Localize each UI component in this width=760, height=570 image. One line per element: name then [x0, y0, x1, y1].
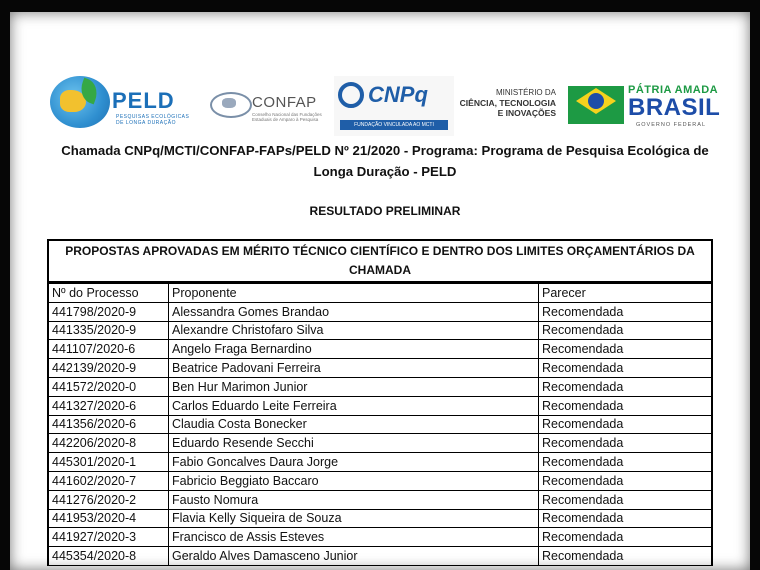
cell-parecer: Recomendada [539, 490, 712, 509]
cell-processo: 441335/2020-9 [49, 321, 169, 340]
cnpq-ring-icon [338, 82, 364, 108]
table-row [49, 471, 711, 490]
call-title [50, 140, 720, 182]
table-row [49, 490, 711, 509]
cell-proponente: Angelo Fraga Bernardino [169, 340, 539, 359]
cell-proponente: Flavia Kelly Siqueira de Souza [169, 509, 539, 528]
column-header-proponente: Proponente [169, 284, 539, 303]
ministry-logo: MINISTÉRIO DA CIÊNCIA, TECNOLOGIA E INOVAÇÕES [459, 88, 556, 118]
cell-proponente: Claudia Costa Bonecker [169, 415, 539, 434]
table-row [49, 302, 711, 321]
cell-processo: 442139/2020-9 [49, 359, 169, 378]
table-row [49, 359, 711, 378]
peld-logo: PELD PESQUISAS ECOLÓGICAS DE LONGA DURAÇÃO [50, 74, 190, 138]
table-row [49, 415, 711, 434]
results-table-box [47, 239, 713, 566]
cell-proponente: Fausto Nomura [169, 490, 539, 509]
table-row [49, 396, 711, 415]
call-title-line2: Longa Duração - PELD [313, 164, 457, 179]
cell-processo: 441572/2020-0 [49, 377, 169, 396]
cell-parecer: Recomendada [539, 321, 712, 340]
cell-parecer: Recomendada [539, 453, 712, 472]
cell-parecer: Recomendada [539, 434, 712, 453]
cell-proponente: Fabricio Beggiato Baccaro [169, 471, 539, 490]
cell-processo: 441356/2020-6 [49, 415, 169, 434]
table-row [49, 340, 711, 359]
cell-proponente: Beatrice Padovani Ferreira [169, 359, 539, 378]
cell-parecer: Recomendada [539, 396, 712, 415]
cell-processo: 445301/2020-1 [49, 453, 169, 472]
column-header-processo: Nº do Processo [49, 284, 169, 303]
cell-parecer: Recomendada [539, 359, 712, 378]
cell-parecer: Recomendada [539, 471, 712, 490]
logo-bar [50, 74, 720, 138]
cell-processo: 445354/2020-8 [49, 547, 169, 566]
table-row [49, 528, 711, 547]
table-row [49, 453, 711, 472]
result-title: RESULTADO PRELIMINAR [309, 204, 461, 218]
table-row [49, 321, 711, 340]
cell-processo: 441798/2020-9 [49, 302, 169, 321]
table-row [49, 547, 711, 566]
table-row [49, 509, 711, 528]
cell-proponente: Fabio Goncalves Daura Jorge [169, 453, 539, 472]
cnpq-logo: CNPq FUNDAÇÃO VINCULADA AO MCTI [334, 76, 454, 136]
table-header-row [49, 284, 711, 303]
confap-mark-icon [210, 92, 252, 118]
cell-parecer: Recomendada [539, 377, 712, 396]
cell-proponente: Geraldo Alves Damasceno Junior [169, 547, 539, 566]
cell-parecer: Recomendada [539, 509, 712, 528]
cell-proponente: Alexandre Christofaro Silva [169, 321, 539, 340]
table-row [49, 434, 711, 453]
cell-parecer: Recomendada [539, 547, 712, 566]
cell-proponente: Carlos Eduardo Leite Ferreira [169, 396, 539, 415]
cell-processo: 441276/2020-2 [49, 490, 169, 509]
cell-proponente: Francisco de Assis Esteves [169, 528, 539, 547]
cell-processo: 441927/2020-3 [49, 528, 169, 547]
cell-processo: 441327/2020-6 [49, 396, 169, 415]
table-heading: PROPOSTAS APROVADAS EM MÉRITO TÉCNICO CIENTÍFICO E DENTRO DOS LIMITES ORÇAMENTÁRIOS DA CHAMADA [49, 241, 711, 283]
cell-parecer: Recomendada [539, 340, 712, 359]
cell-proponente: Eduardo Resende Secchi [169, 434, 539, 453]
cell-parecer: Recomendada [539, 302, 712, 321]
cell-parecer: Recomendada [539, 528, 712, 547]
cell-processo: 441602/2020-7 [49, 471, 169, 490]
cell-processo: 441953/2020-4 [49, 509, 169, 528]
results-table [49, 283, 711, 566]
cell-processo: 442206/2020-8 [49, 434, 169, 453]
confap-logo: CONFAP Conselho Nacional das Fundações Estaduais de Amparo à Pesquisa [210, 88, 320, 128]
call-title-line1: Chamada CNPq/MCTI/CONFAP-FAPs/PELD Nº 21/2020 - Programa: Programa de Pesquisa Ecológica de [61, 143, 709, 158]
table-row [49, 377, 711, 396]
cell-processo: 441107/2020-6 [49, 340, 169, 359]
column-header-parecer: Parecer [539, 284, 712, 303]
brasil-government-logo: PÁTRIA AMADA BRASIL GOVERNO FEDERAL [568, 82, 720, 132]
cell-proponente: Alessandra Gomes Brandao [169, 302, 539, 321]
document-page [10, 12, 750, 570]
cell-proponente: Ben Hur Marimon Junior [169, 377, 539, 396]
cell-parecer: Recomendada [539, 415, 712, 434]
